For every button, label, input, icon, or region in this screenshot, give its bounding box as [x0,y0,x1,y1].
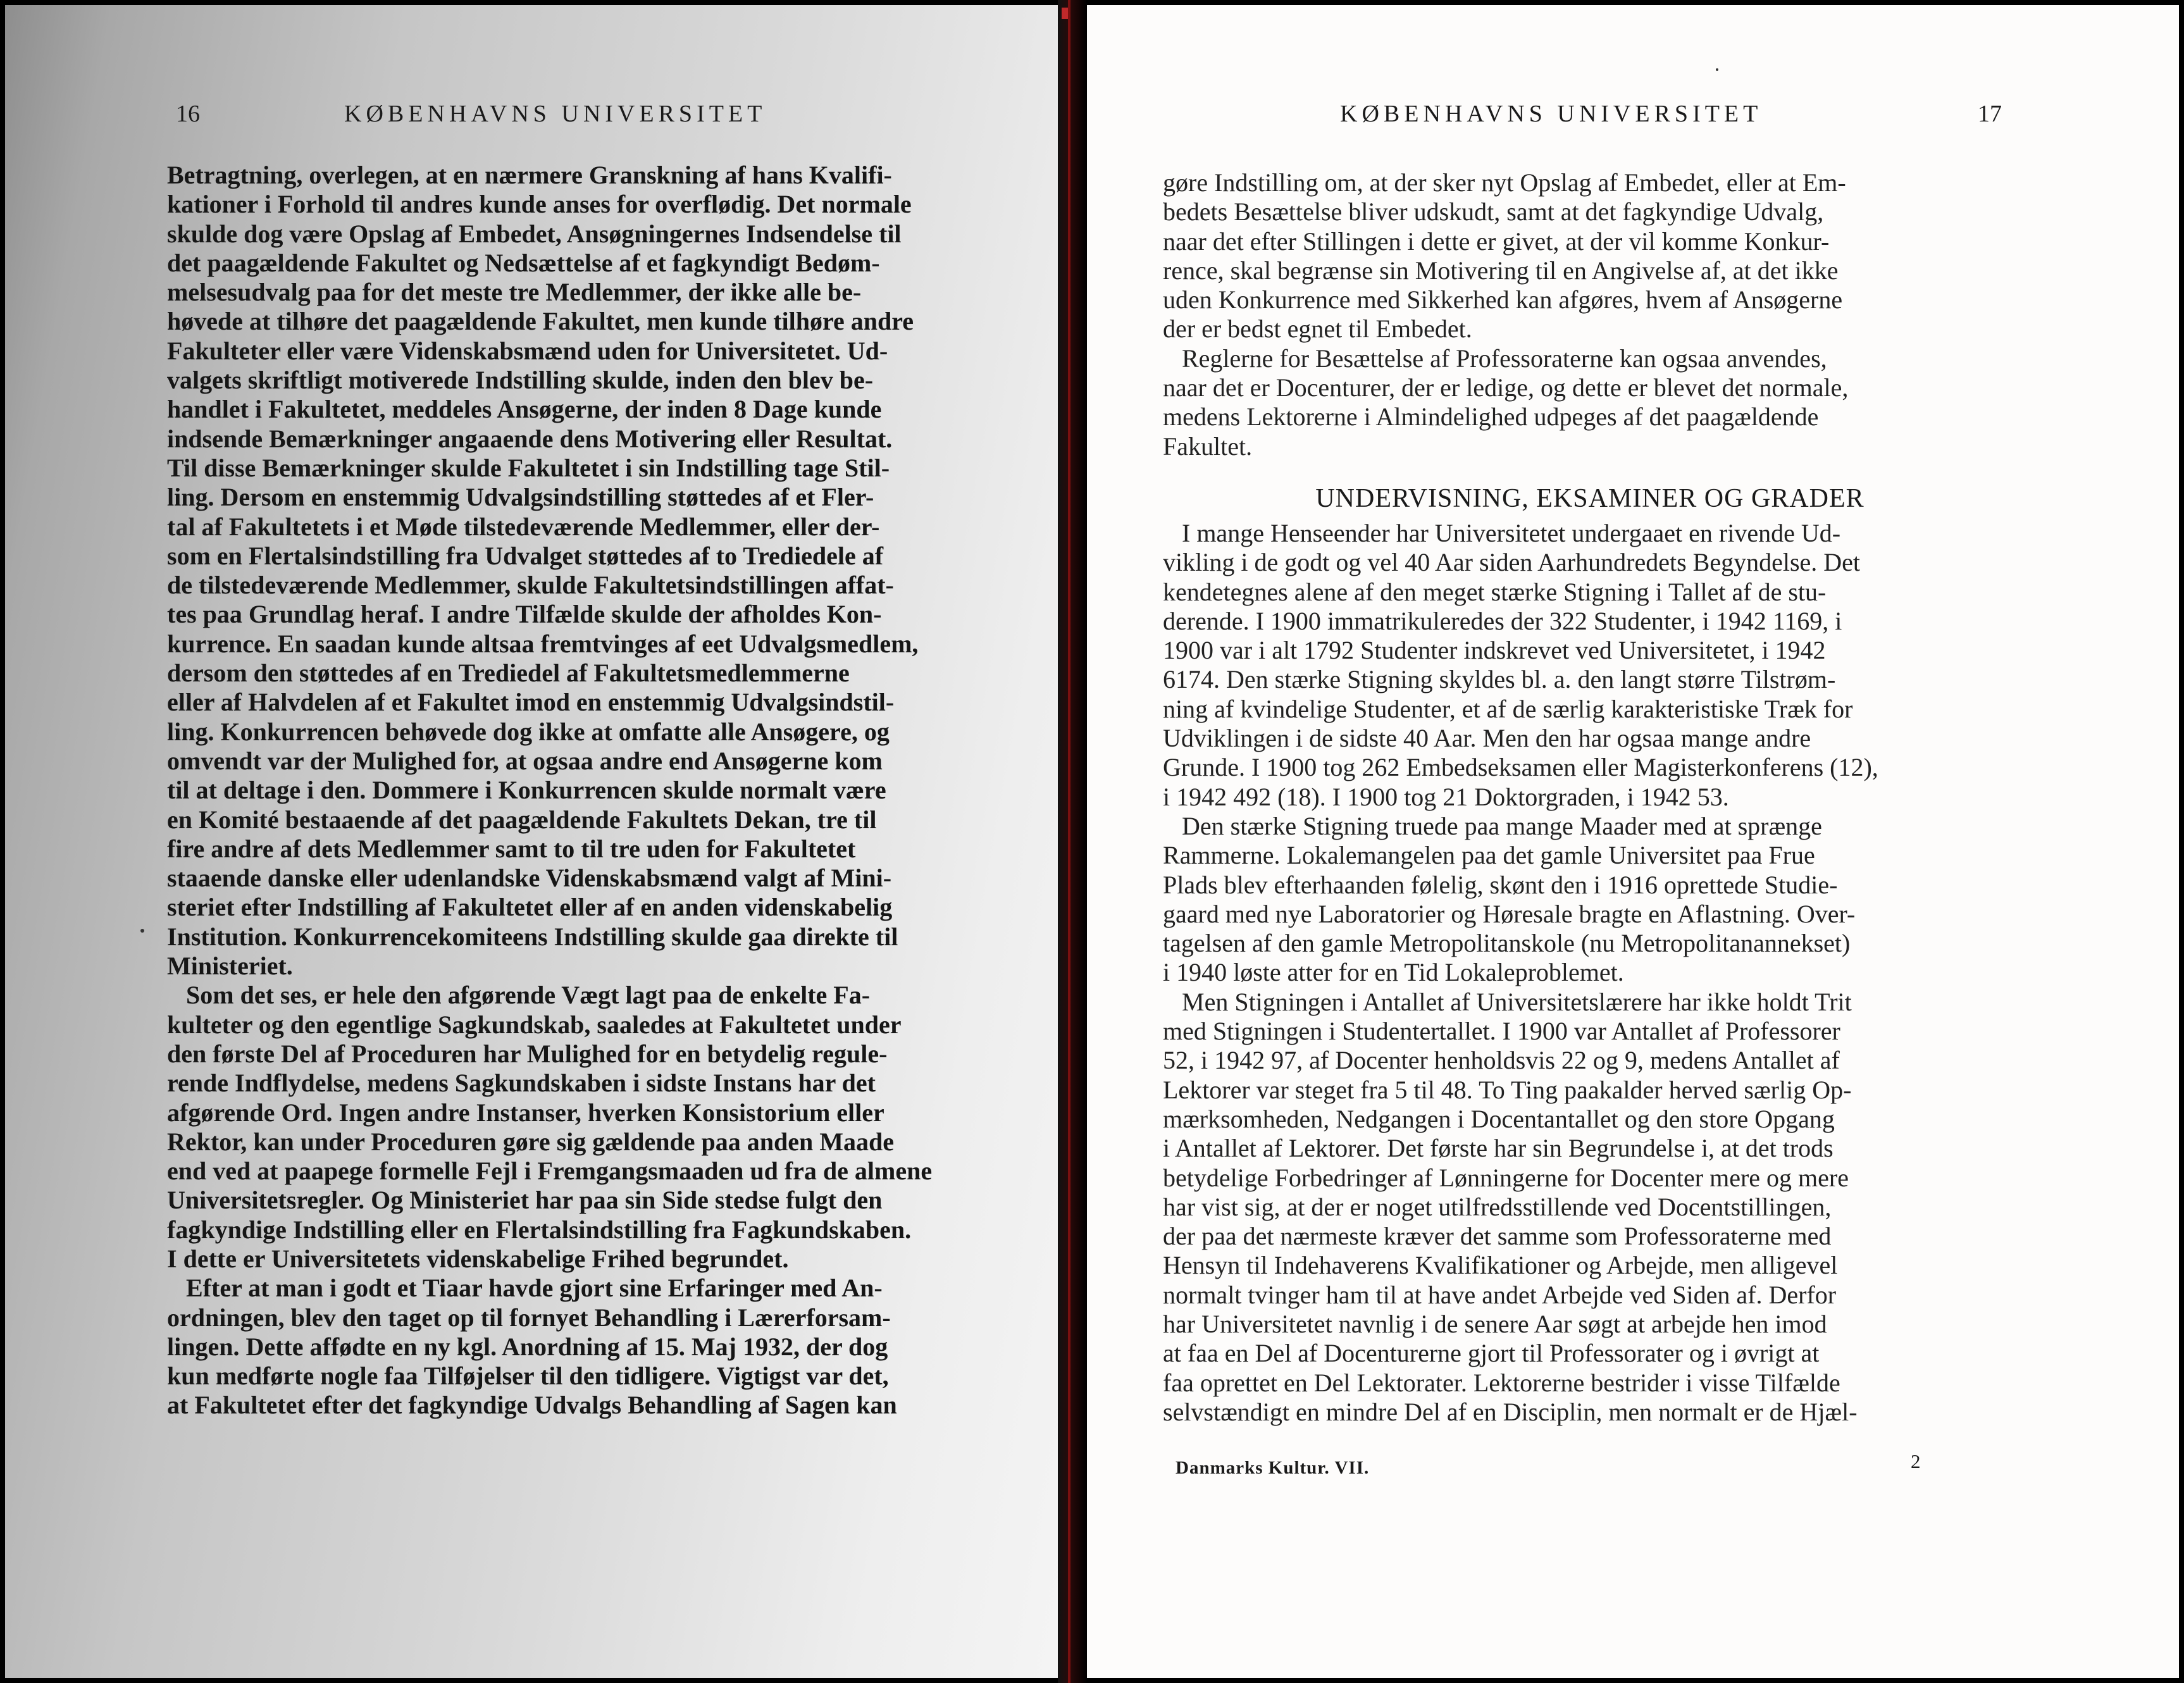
text-line: 1900 var i alt 1792 Studenter indskrevet ved Universitetet, i 1942 [1163,636,1826,665]
body-text [1163,168,2018,461]
text-line: den første Del af Proceduren har Mulighed for en betydelig regule- [167,1039,888,1068]
body-text [1163,519,2018,1427]
text-line: fire andre af dets Medlemmer samt to til tre uden for Fakultetet [167,834,856,863]
footer-signature: Danmarks Kultur. VII. [1176,1458,1370,1478]
text-line: kun medførte nogle faa Tilføjelser til den tidligere. Vigtigst var det, [167,1362,889,1391]
text-line: kendetegnes alene af den meget stærke Stigning i Tallet af de stu- [1163,577,1827,606]
running-head: KØBENHAVNS UNIVERSITET [1340,101,1763,127]
text-line: tagelsen af den gamle Metropolitanskole (nu Metropolitanannekset) [1163,929,1851,958]
text-line: Reglerne for Besættelse af Professoraterne kan ogsaa anvendes, [1163,344,1827,373]
text-line: indsende Bemærkninger angaaende dens Motivering eller Resultat. [167,424,893,453]
text-line: i 1940 løste atter for en Tid Lokaleproblemet. [1163,958,1624,987]
body-text [167,161,979,1420]
text-line: Lektorer var steget fra 5 til 48. To Ting paakalder herved særlig Op- [1163,1075,1852,1104]
text-line: eller af Halvdelen af et Fakultet imod en enstemmig Udvalgsindstil- [167,688,895,717]
text-line: skulde dog være Opslag af Embedet, Ansøgningernes Indsendelse til [167,219,902,248]
text-line: afgørende Ord. Ingen andre Instanser, hverken Konsistorium eller [167,1098,884,1127]
text-line: med Stigningen i Studentertallet. I 1900 var Antallet af Professorer [1163,1017,1840,1046]
text-line: naar det er Docenturer, der er ledige, og dette er blevet det normale, [1163,373,1849,402]
text-line: I dette er Universitetets videnskabelige Frihed begrundet. [167,1244,789,1273]
text-line: Som det ses, er hele den afgørende Vægt lagt paa de enkelte Fa- [167,981,871,1010]
text-line: Plads blev efterhaanden følelig, skønt den i 1916 oprettede Studie- [1163,870,1838,899]
text-line: normalt tvinger ham til at have andet Arbejde ved Siden af. Derfor [1163,1280,1837,1309]
text-line: fagkyndige Indstilling eller en Flertalsindstilling fra Fagkundskaben. [167,1215,912,1244]
right-page [1087,5,2179,1678]
text-line: valgets skriftligt motiverede Indstilling skulde, inden den blev be- [167,366,874,395]
text-line: ling. Dersom en enstemmig Udvalgsindstilling støttedes af et Fler- [167,483,874,512]
text-line: melsesudvalg paa for det meste tre Medlemmer, der ikke alle be- [167,278,862,307]
text-line: staaende danske eller udenlandske Videnskabsmænd valgt af Mini- [167,864,892,893]
bookmark-ribbon [1062,8,1068,19]
section-heading: UNDERVISNING, EKSAMINER OG GRADER [1315,484,1864,513]
text-line: ling. Konkurrencen behøvede dog ikke at omfatte alle Ansøgere, og [167,717,890,746]
text-line: mærksomheden, Nedgangen i Docentantallet og den store Opgang [1163,1104,1835,1133]
text-line: det paagældende Fakultet og Nedsættelse af et fagkyndigt Bedøm- [167,248,880,277]
text-line: Men Stigningen i Antallet af Universitetslærere har ikke holdt Trit [1163,987,1852,1016]
text-line: derende. I 1900 immatrikuleredes der 322 Studenter, i 1942 1169, i [1163,606,1842,635]
text-line: Efter at man i godt et Tiaar havde gjort sine Erfaringer med An- [167,1274,883,1303]
page-number: 17 [1978,101,2002,127]
footer-signature-number: 2 [1911,1450,1921,1472]
text-line: at faa en Del af Docenturerne gjort til Professorater og i øvrigt at [1163,1339,1820,1368]
text-line: Fakultet. [1163,432,1253,461]
stray-mark [1716,68,1718,71]
text-line: ordningen, blev den taget op til fornyet Behandling i Lærerforsam- [167,1303,891,1332]
text-line: Ministeriet. [167,952,293,981]
text-line: som en Flertalsindstilling fra Udvalget støttedes af to Trediedele af [167,541,884,570]
left-page [5,5,1058,1678]
text-line: tes paa Grundlag heraf. I andre Tilfælde skulde der afholdes Kon- [167,600,882,629]
text-line: kationer i Forhold til andres kunde anses for overflødig. Det normale [167,190,912,219]
text-line: handlet i Fakultetet, meddeles Ansøgerne, der inden 8 Dage kunde [167,395,882,424]
text-line: kurrence. En saadan kunde altsaa fremtvinges af eet Udvalgsmedlem, [167,629,919,658]
text-line: Den stærke Stigning truede paa mange Maader med at sprænge [1163,811,1822,840]
text-line: ning af kvindelige Studenter, et af de særlig karakteristiske Træk for [1163,694,1853,723]
text-line: naar det efter Stillingen i dette er givet, at der vil komme Konkur- [1163,227,1830,256]
text-line: selvstændigt en mindre Del af en Disciplin, men normalt er de Hjæl- [1163,1397,1858,1426]
book-gutter [1058,0,1087,1683]
text-line: faa oprettet en Del Lektorater. Lektorerne bestrider i visse Tilfælde [1163,1368,1840,1397]
text-line: der er bedst egnet til Embedet. [1163,314,1472,344]
text-line: Udviklingen i de sidste 40 Aar. Men den har ogsaa mange andre [1163,724,1811,753]
text-line: Til disse Bemærkninger skulde Fakultetet i sin Indstilling tage Stil- [167,453,890,482]
text-line: rence, skal begrænse sin Motivering til en Angivelse af, at det ikke [1163,256,1839,285]
stray-mark [140,929,144,933]
text-line: betydelige Forbedringer af Lønningerne for Docenter mere og mere [1163,1163,1849,1192]
text-line: har Universitetet navnlig i de senere Aar søgt at arbejde hen imod [1163,1310,1827,1339]
text-line: omvendt var der Mulighed for, at ogsaa andre end Ansøgerne kom [167,746,883,775]
text-line: dersom den støttedes af en Trediedel af Fakultetsmedlemmerne [167,659,850,688]
text-line: Grunde. I 1900 tog 262 Embedseksamen eller Magisterkonferens (12), [1163,753,1878,782]
text-line: 6174. Den stærke Stigning skyldes bl. a. den langt større Tilstrøm- [1163,665,1836,694]
text-line: lingen. Dette affødte en ny kgl. Anordning af 15. Maj 1932, der dog [167,1332,888,1361]
text-line: kulteter og den egentlige Sagkundskab, saaledes at Fakultetet under [167,1010,902,1039]
text-line: Betragtning, overlegen, at en nærmere Granskning af hans Kvalifi- [167,161,892,189]
text-line: rende Indflydelse, medens Sagkundskaben i sidste Instans har det [167,1069,876,1098]
text-line: gøre Indstilling om, at der sker nyt Opslag af Embedet, eller at Em- [1163,168,1846,197]
text-line: Hensyn til Indehaverens Kvalifikationer og Arbejde, men alligevel [1163,1251,1838,1280]
text-line: gaard med nye Laboratorier og Høresale bragte en Aflastning. Over- [1163,899,1856,928]
text-line: end ved at paapege formelle Fejl i Fremgangsmaaden ud fra de almene [167,1157,933,1186]
text-line: har vist sig, at der er noget utilfredsstillende ved Docentstillingen, [1163,1192,1832,1221]
text-line: Rektor, kan under Proceduren gøre sig gældende paa anden Maade [167,1127,895,1156]
text-line: medens Lektorerne i Almindelighed udpeges af det paagældende [1163,402,1819,432]
text-line: bedets Besættelse bliver udskudt, samt at det fagkyndige Udvalg, [1163,197,1824,227]
text-line: Fakulteter eller være Videnskabsmænd uden for Universitetet. Ud- [167,336,888,365]
text-line: steriet efter Indstilling af Fakultetet eller af en anden videnskabelig [167,893,893,922]
text-line: høvede at tilhøre det paagældende Fakultet, men kunde tilhøre andre [167,307,914,336]
text-line: tal af Fakultetets i et Møde tilstedeværende Medlemmer, eller der- [167,512,880,541]
text-line: Institution. Konkurrencekomiteens Indstilling skulde gaa direkte til [167,922,898,951]
text-line: I mange Henseender har Universitetet undergaaet en rivende Ud- [1163,519,1841,547]
text-line: der paa det nærmeste kræver det samme som Professoraterne med [1163,1222,1832,1251]
running-head: KØBENHAVNS UNIVERSITET [344,101,767,127]
book-gutter-edge [1068,0,1070,1683]
text-line: 52, i 1942 97, af Docenter henholdsvis 22 og 9, medens Antallet af [1163,1046,1840,1075]
text-line: de tilstedeværende Medlemmer, skulde Fakultetsindstillingen affat- [167,571,894,600]
text-line: i 1942 492 (18). I 1900 tog 21 Doktorgraden, i 1942 53. [1163,782,1729,811]
text-line: Rammerne. Lokalemangelen paa det gamle Universitet paa Frue [1163,841,1815,870]
text-line: uden Konkurrence med Sikkerhed kan afgøres, hvem af Ansøgerne [1163,285,1843,314]
page-number: 16 [176,101,200,127]
text-line: til at deltage i den. Dommere i Konkurrencen skulde normalt være [167,776,886,805]
text-line: i Antallet af Lektorer. Det første har sin Begrundelse i, at det trods [1163,1134,1833,1163]
text-line: at Fakultetet efter det fagkyndige Udvalgs Behandling af Sagen kan [167,1391,897,1420]
text-line: en Komité bestaaende af det paagældende Fakultets Dekan, tre til [167,805,877,834]
text-line: Universitetsregler. Og Ministeriet har paa sin Side stedse fulgt den [167,1186,883,1215]
text-line: vikling i de godt og vel 40 Aar siden Aarhundredets Begyndelse. Det [1163,548,1861,577]
